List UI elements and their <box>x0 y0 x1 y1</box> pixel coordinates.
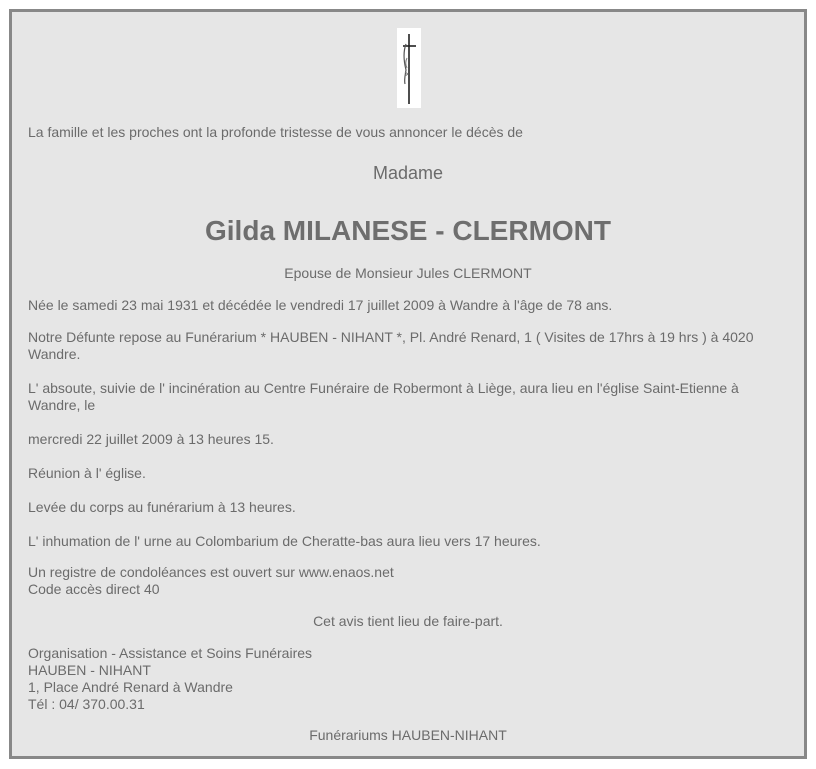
repose-line-2: Wandre. <box>28 346 81 362</box>
title-madame: Madame <box>372 163 444 183</box>
registry-line-2: Code accès direct 40 <box>28 581 160 597</box>
organisation-line-3: 1, Place André Renard à Wandre <box>28 679 233 695</box>
ceremony-date: mercredi 22 juillet 2009 à 13 heures 15. <box>28 431 274 447</box>
repose-line-1: Notre Défunte repose au Funérarium * HAUBEN - NIHANT *, Pl. André Renard, 1 ( Visites de 17hrs à 19 hrs ) à 4020 <box>28 329 754 345</box>
organisation-line-2: HAUBEN - NIHANT <box>28 662 151 678</box>
spouse-text: Epouse de Monsieur Jules CLERMONT <box>284 265 532 281</box>
notice-text: Cet avis tient lieu de faire-part. <box>313 613 503 629</box>
levee-text: Levée du corps au funérarium à 13 heures. <box>28 499 296 515</box>
footer-text: Funérariums HAUBEN-NIHANT <box>309 727 507 743</box>
ceremony-line-1: L' absoute, suivie de l' incinération au Centre Funéraire de Robermont à Liège, aura lieu en l'église Saint-Etienne à <box>28 380 739 396</box>
registry-line-1: Un registre de condoléances est ouvert sur www.enaos.net <box>28 564 394 580</box>
ceremony-line-2: Wandre, le <box>28 397 96 413</box>
organisation-line-4: Tél : 04/ 370.00.31 <box>28 696 145 712</box>
obituary-card <box>9 9 807 759</box>
meeting-text: Réunion à l' église. <box>28 465 146 481</box>
birth-death-text: Née le samedi 23 mai 1931 et décédée le vendredi 17 juillet 2009 à Wandre à l'âge de 78 ans. <box>28 297 613 313</box>
intro-text: La famille et les proches ont la profonde tristesse de vous annoncer le décès de <box>28 124 523 140</box>
organisation-line-1: Organisation - Assistance et Soins Funéraires <box>28 645 313 661</box>
inhumation-text: L' inhumation de l' urne au Colombarium de Cheratte-bas aura lieu vers 17 heures. <box>28 533 541 549</box>
deceased-name: Gilda MILANESE - CLERMONT <box>205 215 611 246</box>
cross-icon <box>397 28 421 108</box>
